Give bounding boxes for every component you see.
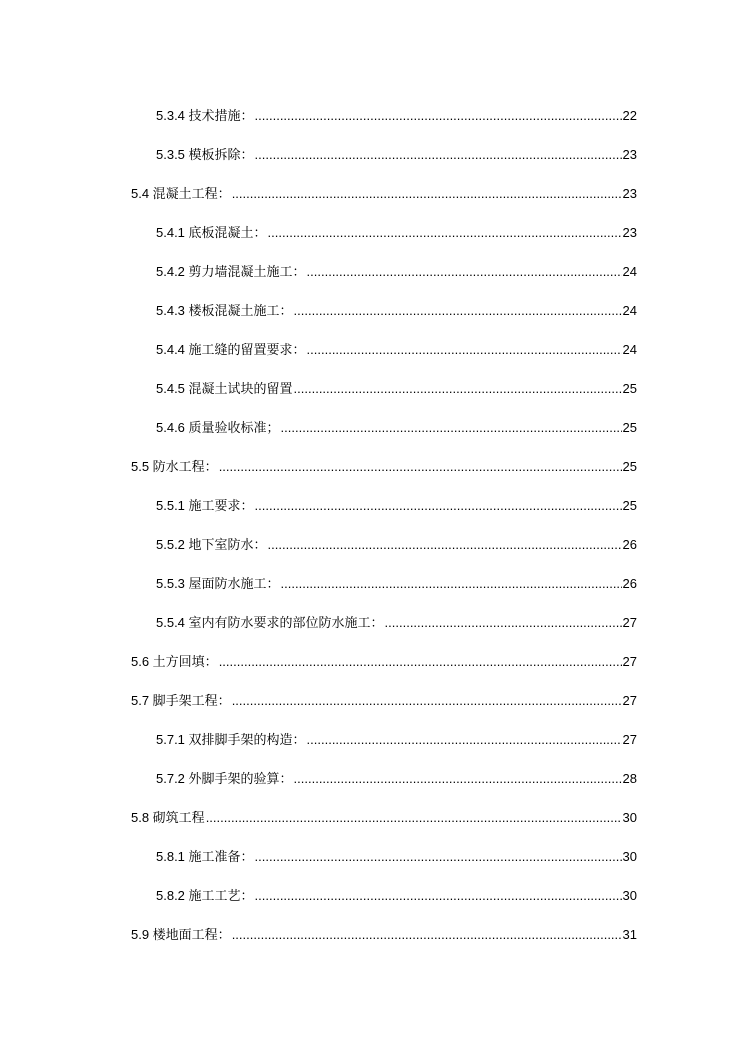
toc-entry-page: 22 xyxy=(622,107,637,123)
toc-entry-page: 28 xyxy=(622,770,637,786)
toc-entry-title: 5.8 砌筑工程 xyxy=(131,809,205,825)
toc-entry-title: 5.4.1 底板混凝土： xyxy=(156,224,267,240)
toc-dot-leader xyxy=(232,181,622,207)
toc-dot-leader xyxy=(255,493,622,519)
toc-dot-leader xyxy=(219,649,622,675)
toc-entry[interactable] xyxy=(0,408,744,447)
toc-entry-title: 5.5.3 屋面防水施工： xyxy=(156,575,280,591)
toc-entry-title: 5.8.1 施工准备： xyxy=(156,848,254,864)
toc-entry-title: 5.8.2 施工工艺： xyxy=(156,887,254,903)
toc-entry[interactable] xyxy=(0,135,744,174)
toc-entry[interactable] xyxy=(0,720,744,759)
toc-dot-leader xyxy=(206,805,622,831)
toc-dot-leader xyxy=(307,259,622,285)
toc-entry-title: 5.9 楼地面工程： xyxy=(131,926,231,942)
toc-entry-page: 27 xyxy=(622,653,637,669)
toc-entry[interactable] xyxy=(0,564,744,603)
toc-entry[interactable] xyxy=(0,252,744,291)
toc-entry[interactable] xyxy=(0,876,744,915)
toc-entry-title: 5.4.6 质量验收标准； xyxy=(156,419,280,435)
toc-entry-page: 27 xyxy=(622,731,637,747)
toc-entry-page: 30 xyxy=(622,887,637,903)
toc-dot-leader xyxy=(385,610,622,636)
toc-entry-page: 24 xyxy=(622,302,637,318)
toc-entry[interactable] xyxy=(0,603,744,642)
toc-entry-title: 5.3.4 技术措施： xyxy=(156,107,254,123)
toc-dot-leader xyxy=(268,532,622,558)
toc-dot-leader xyxy=(232,922,622,948)
toc-entry[interactable] xyxy=(0,486,744,525)
toc-entry-page: 25 xyxy=(622,458,637,474)
toc-entry-page: 31 xyxy=(622,926,637,942)
toc-entry-title: 5.5.4 室内有防水要求的部位防水施工： xyxy=(156,614,384,630)
toc-dot-leader xyxy=(219,454,622,480)
toc-entry-page: 25 xyxy=(622,419,637,435)
table-of-contents xyxy=(0,96,744,954)
toc-entry[interactable] xyxy=(0,915,744,954)
toc-entry[interactable] xyxy=(0,642,744,681)
toc-entry-page: 30 xyxy=(622,809,637,825)
toc-entry-page: 25 xyxy=(622,380,637,396)
toc-entry[interactable] xyxy=(0,681,744,720)
toc-dot-leader xyxy=(294,298,622,324)
toc-entry-page: 26 xyxy=(622,536,637,552)
toc-entry-page: 27 xyxy=(622,614,637,630)
toc-entry[interactable] xyxy=(0,798,744,837)
toc-entry[interactable] xyxy=(0,96,744,135)
toc-entry-title: 5.4.3 楼板混凝土施工： xyxy=(156,302,293,318)
toc-entry-page: 23 xyxy=(622,185,637,201)
toc-entry-title: 5.5.1 施工要求： xyxy=(156,497,254,513)
toc-entry-title: 5.7.2 外脚手架的验算： xyxy=(156,770,293,786)
toc-entry-title: 5.5.2 地下室防水： xyxy=(156,536,267,552)
toc-entry-title: 5.7 脚手架工程： xyxy=(131,692,231,708)
toc-entry-title: 5.5 防水工程： xyxy=(131,458,218,474)
toc-entry-title: 5.4.5 混凝土试块的留置 xyxy=(156,380,293,396)
toc-dot-leader xyxy=(281,571,622,597)
toc-entry[interactable] xyxy=(0,330,744,369)
toc-dot-leader xyxy=(232,688,622,714)
toc-entry[interactable] xyxy=(0,447,744,486)
toc-dot-leader xyxy=(294,766,622,792)
toc-dot-leader xyxy=(307,727,622,753)
toc-entry-title: 5.6 土方回填： xyxy=(131,653,218,669)
toc-entry-title: 5.4 混凝土工程： xyxy=(131,185,231,201)
toc-entry-page: 24 xyxy=(622,341,637,357)
toc-entry[interactable] xyxy=(0,759,744,798)
toc-dot-leader xyxy=(281,415,622,441)
toc-entry[interactable] xyxy=(0,213,744,252)
toc-entry-page: 24 xyxy=(622,263,637,279)
toc-dot-leader xyxy=(255,103,622,129)
toc-entry-title: 5.7.1 双排脚手架的构造： xyxy=(156,731,306,747)
toc-entry-title: 5.4.4 施工缝的留置要求： xyxy=(156,341,306,357)
toc-entry[interactable] xyxy=(0,837,744,876)
toc-entry-page: 23 xyxy=(622,146,637,162)
toc-entry-page: 26 xyxy=(622,575,637,591)
toc-dot-leader xyxy=(255,844,622,870)
toc-entry[interactable] xyxy=(0,291,744,330)
toc-entry-page: 30 xyxy=(622,848,637,864)
toc-dot-leader xyxy=(294,376,622,402)
toc-dot-leader xyxy=(255,142,622,168)
toc-dot-leader xyxy=(255,883,622,909)
toc-entry[interactable] xyxy=(0,525,744,564)
toc-entry-page: 23 xyxy=(622,224,637,240)
toc-dot-leader xyxy=(268,220,622,246)
toc-entry[interactable] xyxy=(0,369,744,408)
toc-entry-title: 5.3.5 模板拆除： xyxy=(156,146,254,162)
toc-entry-page: 27 xyxy=(622,692,637,708)
toc-entry-page: 25 xyxy=(622,497,637,513)
toc-entry[interactable] xyxy=(0,174,744,213)
toc-dot-leader xyxy=(307,337,622,363)
toc-entry-title: 5.4.2 剪力墙混凝土施工： xyxy=(156,263,306,279)
